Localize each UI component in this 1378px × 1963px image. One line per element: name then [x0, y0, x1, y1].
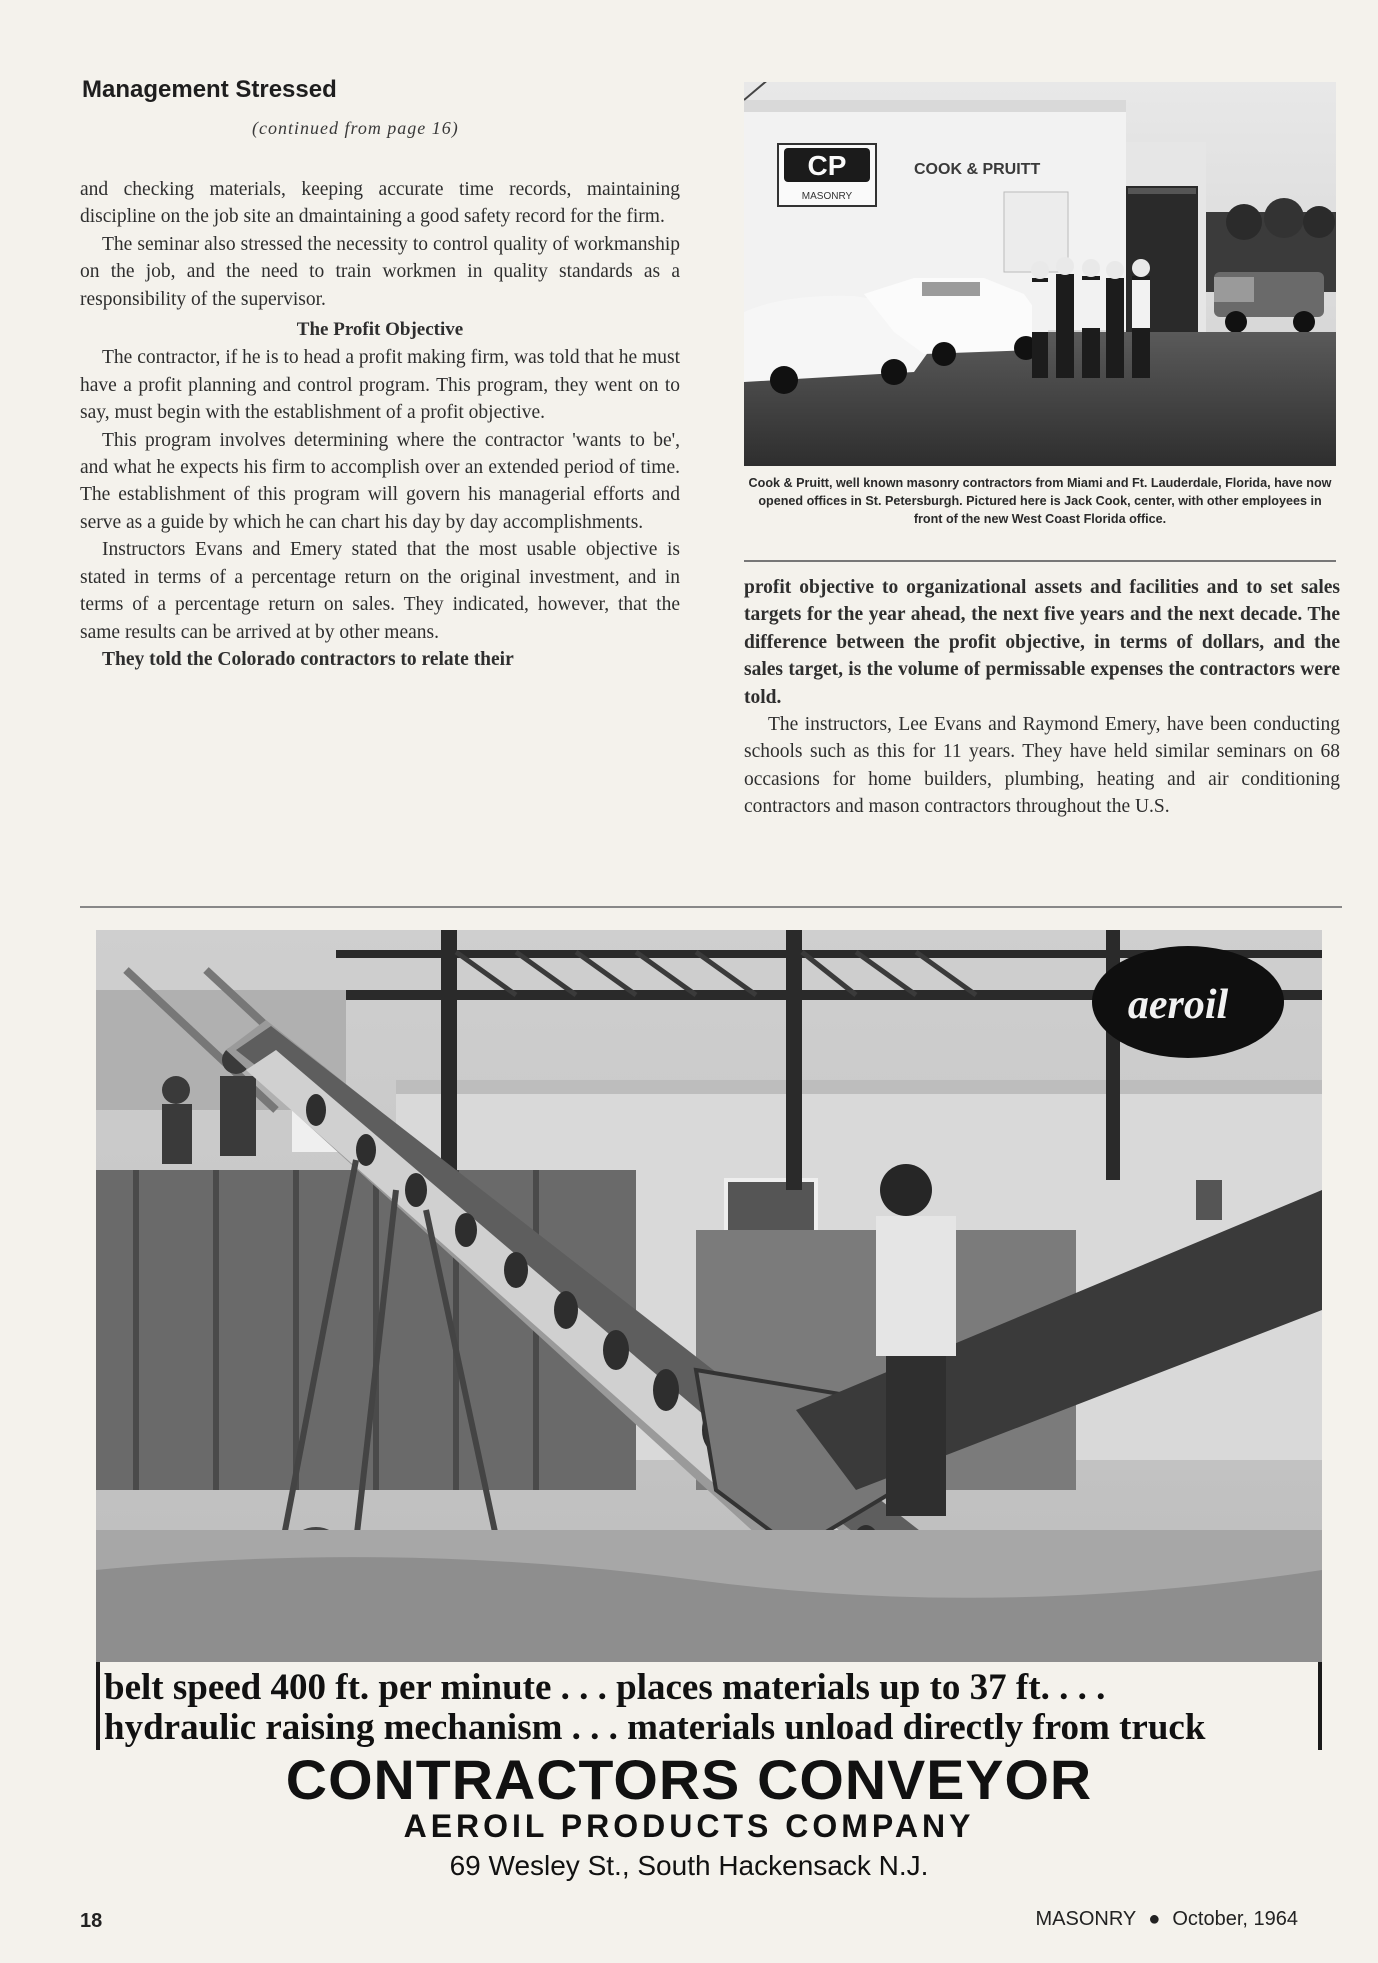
ad-product-title: CONTRACTORS CONVEYOR [285, 1748, 1093, 1811]
ad-feature-line-2: hydraulic raising mechanism . . . materials unload directly from truck [104, 1707, 1206, 1748]
paragraph: The seminar also stressed the necessity to control quality of workmanship on the job, and the need to train workmen in quality standards as a responsibility of the supervisor. [80, 233, 680, 310]
sign-logo: CP [807, 150, 847, 181]
continued-note [252, 118, 459, 139]
paragraph-bold: They told the Colorado contractors to relate their [102, 648, 514, 670]
aeroil-logo: aeroil [1127, 982, 1229, 1028]
building-photo-illustration [744, 82, 1336, 466]
paragraph: The contractor, if he is to head a profit making firm, was told that he must have a profit planning and control program. This program, they went on to say, must begin with the establishment of a profit objective. [80, 347, 680, 424]
article-heading: Management Stressed [82, 76, 337, 103]
sign-text: COOK & PRUITT [914, 161, 1041, 178]
magazine-name: MASONRY [1035, 1908, 1137, 1930]
paragraph: Instructors Evans and Emery stated that the most usable objective is stated in terms of a percentage return on the original investment, and in terms of a percentage return on sales. They indicated, however, that the same results can be arrived at by other means. [80, 539, 680, 643]
caption-divider [744, 560, 1336, 562]
conveyor-photo [96, 930, 1322, 1662]
continued-text: (continued from page 16) [252, 118, 459, 138]
photo-caption: Cook & Pruitt, well known masonry contractors from Miami and Ft. Lauderdale, Florida, have now opened offices in St. Petersburgh. Pictured here is Jack Cook, center, with other employees in front of the new West Coast Florida office. [748, 476, 1332, 526]
issue-date: October, 1964 [1172, 1908, 1298, 1930]
bullet-icon: ● [1148, 1908, 1161, 1930]
paragraph: and checking materials, keeping accurate time records, maintaining discipline on the job site an dmaintaining a good safety record for the firm. [80, 179, 680, 228]
sign-logo-sub: MASONRY [801, 191, 853, 202]
subhead: The Profit Objective [296, 319, 464, 341]
left-column [80, 176, 680, 673]
footer-masthead [1035, 1908, 1298, 1931]
ad-address: 69 Wesley St., South Hackensack N.J. [449, 1850, 929, 1881]
paragraph-bold: profit objective to organizational assets and facilities and to set sales targets for the year ahead, the next five years and the next decade. The difference between the profit objective, in terms of dollars, and the sales target, is the volume of permissable expenses the contractors were told. [744, 577, 1340, 708]
page-number: 18 [80, 1910, 103, 1932]
ad-company-name: AEROIL PRODUCTS COMPANY [403, 1808, 975, 1844]
right-column [744, 574, 1340, 821]
section-divider [80, 906, 1342, 908]
building-photo [744, 82, 1336, 466]
conveyor-photo-illustration [96, 930, 1322, 1662]
ad-border-right [1318, 1662, 1322, 1750]
ad-feature-line-1: belt speed 400 ft. per minute . . . places materials up to 37 ft. . . . [104, 1667, 1106, 1708]
ad-border-left [96, 1662, 100, 1750]
paragraph: This program involves determining where the contractor 'wants to be', and what he expects his firm to accomplish over an extended period of time. The establishment of this program will govern his managerial efforts and serve as a guide by which he can chart his day by day accomplishments. [80, 429, 680, 533]
paragraph: The instructors, Lee Evans and Raymond Emery, have been conducting schools such as this for 11 years. They have held similar seminars on 68 occasions for home builders, plumbing, heating and air conditioning contractors and mason contractors throughout the U.S. [744, 714, 1340, 818]
